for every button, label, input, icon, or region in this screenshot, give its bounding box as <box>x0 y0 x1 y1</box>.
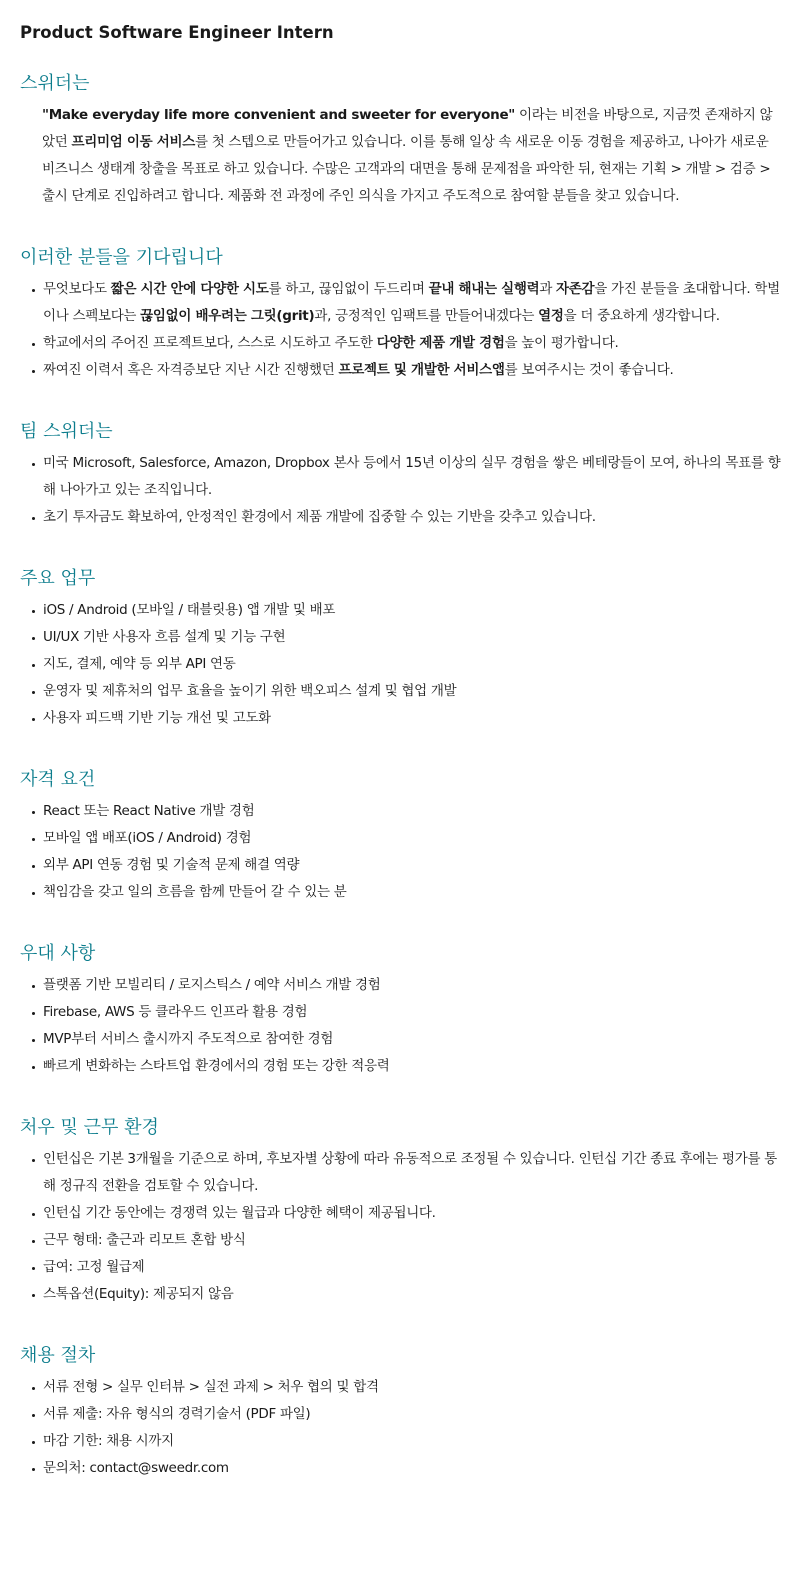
item-text: 를 보여주시는 것이 좋습니다. <box>504 362 674 378</box>
list-item: 서류 제출: 자유 형식의 경력기술서 (PDF 파일) <box>30 1401 785 1428</box>
section-heading-duties: 주요 업무 <box>20 568 96 589</box>
item-emphasis: 자존감 <box>556 281 595 297</box>
item-emphasis: 짧은 시간 안에 다양한 시도 <box>110 281 269 297</box>
item-text: 과 <box>539 281 557 297</box>
list-item: 인턴십은 기본 3개월을 기준으로 하며, 후보자별 상황에 따라 유동적으로 조정될 수 있습니다. 인턴십 기간 종료 후에는 평가를 통해 정규직 전환을 검토할 수 있습니다. <box>30 1146 785 1200</box>
section-about <box>20 66 780 210</box>
section-preferred <box>20 936 780 1080</box>
list-item <box>30 330 785 357</box>
list-item: MVP부터 서비스 출시까지 주도적으로 참여한 경험 <box>30 1026 785 1053</box>
item-emphasis: 끝내 해내는 실행력 <box>428 281 540 297</box>
team-list <box>20 450 780 531</box>
about-highlight: 프리미엄 이동 서비스 <box>71 134 195 150</box>
item-emphasis: 다양한 제품 개발 경험 <box>376 335 505 351</box>
item-emphasis: 프로젝트 및 개발한 서비스앱 <box>338 362 505 378</box>
list-item: 빠르게 변화하는 스타트업 환경에서의 경험 또는 강한 적응력 <box>30 1053 785 1080</box>
preferred-list <box>20 972 780 1080</box>
list-item <box>30 357 785 384</box>
section-heading-preferred: 우대 사항 <box>20 943 96 964</box>
item-text: 학교에서의 주어진 프로젝트보다, 스스로 시도하고 주도한 <box>43 335 377 351</box>
section-process <box>20 1338 780 1482</box>
list-item: 운영자 및 제휴처의 업무 효율을 높이기 위한 백오피스 설계 및 협업 개발 <box>30 678 785 705</box>
about-text: 를 첫 스텝으로 만들어가고 있습니다. 이를 통해 일상 속 새로운 이동 경험을 제공하고, 나아가 새로운 비즈니스 생태계 창출을 목표로 하고 있습니다. 수많은 고객과의 대면을 통해 문제점을 파악한 뒤, 현재는 기획 > 개발 > 검증 > 출시 단계로 진입하려고 합니다. 제품화 전 과정에 주인 의식을 가지고 주도적으로 참여할 분들을 찾고 있습니다. <box>42 134 771 204</box>
list-item: UI/UX 기반 사용자 흐름 설계 및 기능 구현 <box>30 624 785 651</box>
list-item: 초기 투자금도 확보하여, 안정적인 환경에서 제품 개발에 집중할 수 있는 기반을 갖추고 있습니다. <box>30 504 785 531</box>
section-heading-process: 채용 절차 <box>20 1345 96 1366</box>
list-item: 모바일 앱 배포(iOS / Android) 경험 <box>30 825 785 852</box>
item-emphasis: 끊임없이 배우려는 그릿(grit) <box>140 308 315 324</box>
list-item: 외부 API 연동 경험 및 기술적 문제 해결 역량 <box>30 852 785 879</box>
section-wanted <box>20 240 780 384</box>
section-heading-benefits: 처우 및 근무 환경 <box>20 1117 159 1138</box>
duties-list <box>20 597 780 732</box>
list-item: 문의처: contact@sweedr.com <box>30 1455 785 1482</box>
list-item: 플랫폼 기반 모빌리티 / 로지스틱스 / 예약 서비스 개발 경험 <box>30 972 785 999</box>
list-item: 스톡옵션(Equity): 제공되지 않음 <box>30 1281 785 1308</box>
list-item: 미국 Microsoft, Salesforce, Amazon, Dropbox 본사 등에서 15년 이상의 실무 경험을 쌓은 베테랑들이 모여, 하나의 목표를 향해 나아가고 있는 조직입니다. <box>30 450 785 504</box>
item-text: 을 가진 분들을 초대합니다. 학벌이나 스펙보다는 <box>43 281 780 324</box>
list-item: 사용자 피드백 기반 기능 개선 및 고도화 <box>30 705 785 732</box>
wanted-list <box>20 276 780 384</box>
job-title: Product Software Engineer Intern <box>20 23 334 42</box>
list-item: 책임감을 갖고 일의 흐름을 함께 만들어 갈 수 있는 분 <box>30 879 785 906</box>
list-item: 인턴십 기간 동안에는 경쟁력 있는 월급과 다양한 혜택이 제공됩니다. <box>30 1200 785 1227</box>
item-text: 무엇보다도 <box>43 281 111 297</box>
section-benefits <box>20 1110 780 1308</box>
section-team <box>20 414 780 531</box>
benefits-list <box>20 1146 780 1308</box>
section-heading-about: 스위더는 <box>20 73 90 94</box>
section-heading-requirements: 자격 요건 <box>20 769 96 790</box>
section-heading-team: 팀 스위더는 <box>20 421 113 442</box>
section-heading-wanted: 이러한 분들을 기다립니다 <box>20 247 223 268</box>
list-item: 지도, 결제, 예약 등 외부 API 연동 <box>30 651 785 678</box>
list-item: 근무 형태: 출근과 리모트 혼합 방식 <box>30 1227 785 1254</box>
list-item: 급여: 고정 월급제 <box>30 1254 785 1281</box>
process-list <box>20 1374 780 1482</box>
vision-quote: "Make everyday life more convenient and sweeter for everyone" <box>42 107 516 123</box>
section-duties <box>20 561 780 732</box>
list-item: 서류 전형 > 실무 인터뷰 > 실전 과제 > 처우 협의 및 합격 <box>30 1374 785 1401</box>
list-item: Firebase, AWS 등 클라우드 인프라 활용 경험 <box>30 999 785 1026</box>
list-item <box>30 276 785 330</box>
list-item: React 또는 React Native 개발 경험 <box>30 798 785 825</box>
item-text: 과, 긍정적인 임팩트를 만들어내겠다는 <box>314 308 539 324</box>
item-emphasis: 열정 <box>538 308 564 324</box>
item-text: 짜여진 이력서 혹은 자격증보단 지난 시간 진행했던 <box>43 362 339 378</box>
list-item: iOS / Android (모바일 / 태블릿용) 앱 개발 및 배포 <box>30 597 785 624</box>
section-requirements <box>20 762 780 906</box>
item-text: 을 높이 평가합니다. <box>504 335 619 351</box>
list-item: 마감 기한: 채용 시까지 <box>30 1428 785 1455</box>
item-text: 를 하고, 끊임없이 두드리며 <box>268 281 429 297</box>
about-text: 이라는 비전을 바탕으로, 지금껏 존재하지 않았던 <box>42 107 773 150</box>
about-paragraph <box>42 102 782 210</box>
item-text: 을 더 중요하게 생각합니다. <box>563 308 720 324</box>
requirements-list <box>20 798 780 906</box>
